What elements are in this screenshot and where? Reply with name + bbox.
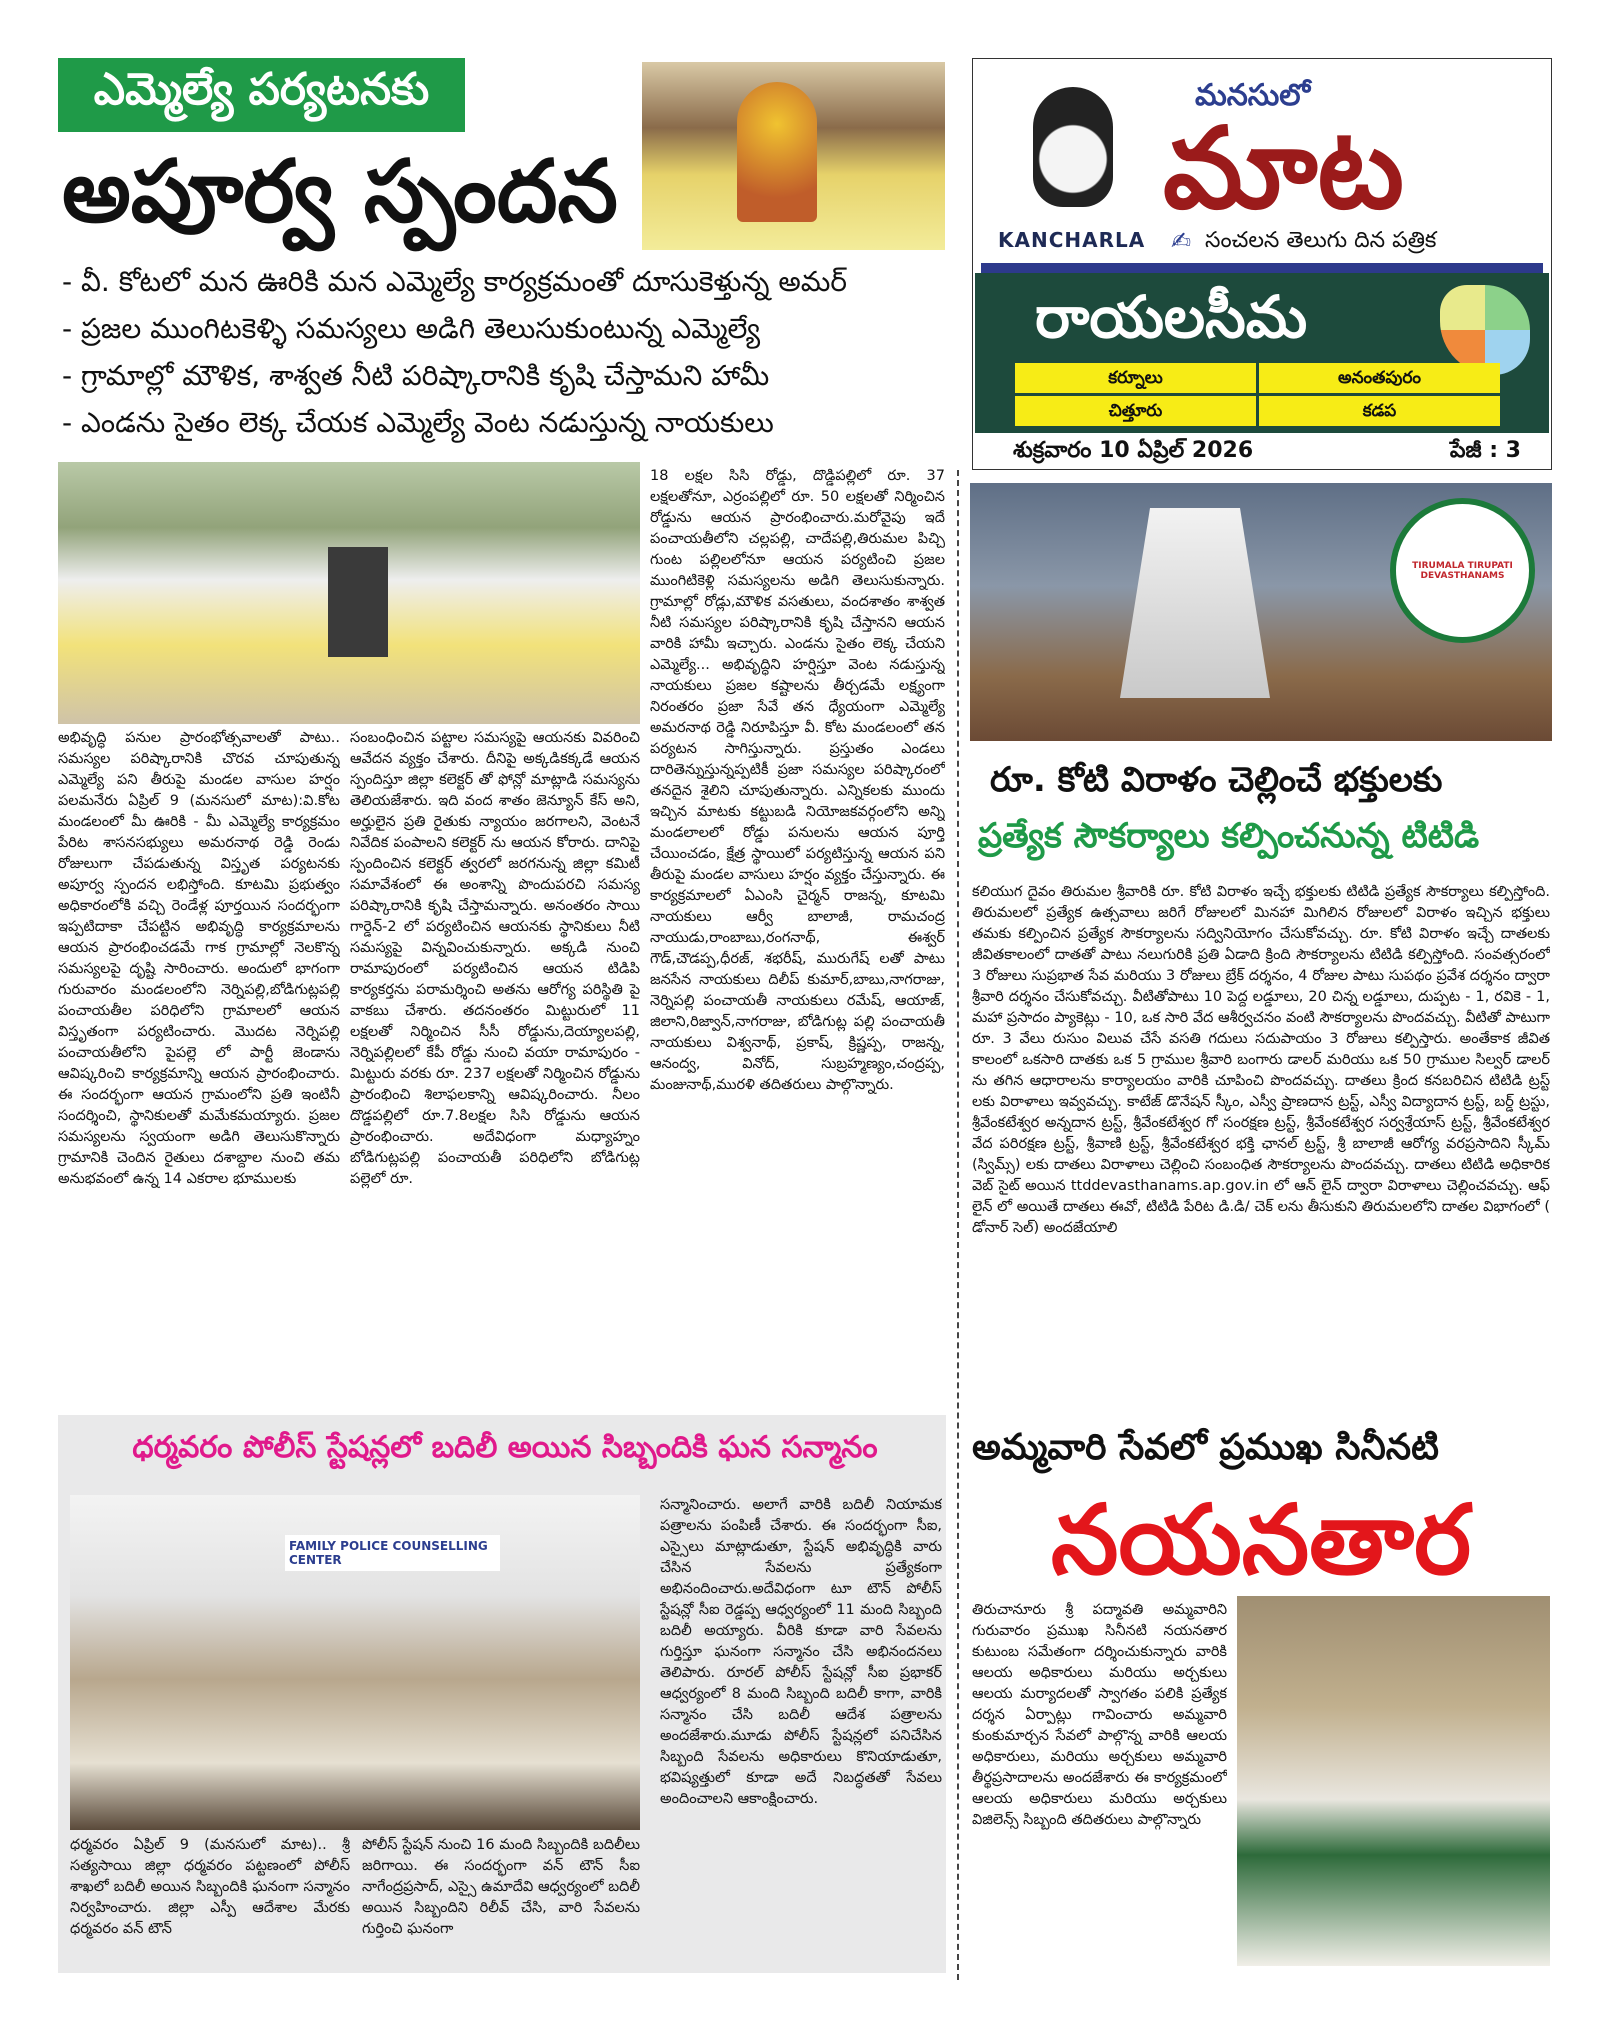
- police-felicitation-photo: [70, 1495, 640, 1830]
- founder-portrait: [1033, 87, 1113, 207]
- police-body-col3: సన్మానించారు. అలాగే వారికి బదిలీ నియామక పత్రాలను పంపిణీ చేశారు. ఈ సందర్భంగా సీఐ, ఎస్సైలు మాట్లాడుతూ, స్టేషన్ అభివృద్ధికి వారు చేసిన సేవలను ప్రత్యేకంగా అభినందించారు.అదేవిధంగా టూ టౌన్ పోలీస్ స్టేషన్లో సీఐ రెడ్డప్ప ఆధ్వర్యంలో 11 మంది సిబ్బంది బదిలీ అయ్యారు. వీరికి కూడా వారి సేవలను గుర్తిస్తూ ఘనంగా సన్మానం చేసి అభినందనలు తెలిపారు. రూరల్ పోలీస్ స్టేషన్లో సీఐ ప్రభాకర్ ఆధ్వర్యంలో 8 మంది సిబ్బంది బదిలీ కాగా, వారికి సన్మానం చేసి బదిలీ ఆదేశ పత్రాలను అందజేశారు.మూడు పోలీస్ స్టేషన్లలో పనిచేసిన సిబ్బంది సేవలను అధికారులు కొనియాడుతూ, భవిష్యత్తులో కూడా అదే నిబద్ధతతో సేవలు అందించాలని ఆకాంక్షించారు.: [660, 1497, 942, 1807]
- masthead-bar: [981, 263, 1543, 273]
- district-grid: [1015, 363, 1500, 426]
- ttd-body: కలియుగ దైవం తిరుమల శ్రీవారికి రూ. కోటి విరాళం ఇచ్చే భక్తులకు టిటిడి ప్రత్యేక సౌకర్యాలు కల్పిస్తోంది. తిరుమలలో ప్రత్యేక ఉత్సవాలు జరిగే రోజులలో మినహా మిగిలిన రోజులలో విరాళం ఇచ్చిన భక్తులు తమకు కల్పించిన ప్రత్యేక సౌకర్యాలను సద్వినియోగం చేసుకోవచ్చు. రూ. కోటి విరాళం ఇచ్చే దాతలకు జీవితకాలంలో దాతతో పాటు నలుగురికి ప్రతి ఏడాది క్రింది సౌకర్యాలను టిటిడి కల్పిస్తోంది. సంవత్సరంలో 3 రోజులు సుప్రభాత సేవ మరియు 3 రోజులు బ్రేక్ దర్శనం, 4 రోజుల పాటు సుపథం ప్రవేశ దర్శనం ద్వారా శ్రీవారి దర్శనం చేసుకోవచ్చు. వీటితోపాటు 10 పెద్ద లడ్డూలు, 20 చిన్న లడ్డూలు, దుప్పట - 1, రవికె - 1, మహా ప్రసాదం ప్యాకెట్లు - 10, ఒక సారి వేద ఆశీర్వచనం వంటి సౌకర్యాలను పొందవచ్చు. వీటితో పాటుగా రూ. 3 వేలు రుసుం విలువ చేసే వసతి గదులు సదుపాయం 3 రోజులు కల్పిస్తారు. అంతేకాక జీవిత కాలంలో ఒకసారి దాతకు ఒక 5 గ్రాముల శ్రీవారి బంగారు డాలర్ మరియు ఒక 50 గ్రాముల సిల్వర్ డాలర్ ను తగిన ఆధారాలను కార్యాలయం వారికి చూపించి పొందవచ్చు. దాతలు క్రింద కనబరిచిన టిటిడి ట్రస్ట్ లకు విరాళాలు ఇవ్వవచ్చు. కాటేజ్ డొనేషన్ స్కీం, ఎస్వీ ప్రాణదాన ట్రస్ట్, ఎస్వీ విద్యాదాన ట్రస్ట్, బర్డ్ ట్రస్టు, శ్రీవేంకటేశ్వర అన్నదాన ట్రస్ట్, శ్రీవేంకటేశ్వర గో సంరక్షణ ట్రస్ట్, శ్రీవేంకటేశ్వర సర్వశ్రేయాస్ ట్రస్ట్, శ్రీవేంకటేశ్వర వేద పరిరక్షణ ట్రస్ట్, శ్రీవాణి ట్రస్ట్, శ్రీవేంకటేశ్వర భక్తి ఛానల్ ట్రస్ట్, శ్రీ బాలాజీ ఆరోగ్య వరప్రసాదిని స్కీమ్ (స్విమ్స్) లకు దాతలు విరాళాలు చెల్లించి సంబంధిత సౌకర్యాలను పొందవచ్చు. దాతలు టిటిడి అధికారిక వెబ్ సైట్ అయిన ttddevasthanams.ap.gov.in లో ఆన్ లైన్ ద్వారా విరాళాలు చెల్లించవచ్చు. ఆఫ్ లైన్ లో అయితే దాతలు ఈవో, టిటిడి పేరిట డి.డి/ చెక్ లను తీసుకుని తిరుమలలోని దాతల విభాగంలో ( డోనార్ సెల్) అందజేయాలి: [972, 884, 1550, 1236]
- district-chittoor: చిత్తూరు: [1015, 396, 1256, 426]
- rayalaseema-map-icon: [1440, 285, 1530, 375]
- edition-panel: [975, 273, 1549, 433]
- highlight-item: - ఎండను సైతం లెక్క చేయక ఎమ్మెల్యే వెంట నడుస్తున్న నాయకులు: [62, 406, 774, 439]
- brand-logo: మాట: [1163, 104, 1404, 234]
- lead-top-photo: [642, 62, 945, 250]
- police-body-col1: ధర్మవరం ఏప్రిల్ 9 (మనసులో మాట).. శ్రీ సత్యసాయి జిల్లా ధర్మవరం పట్టణంలో పోలీస్ శాఖలో బదిలీ అయిన సిబ్బందికి ఘనంగా సన్మానం నిర్వహించారు. జిల్లా ఎస్పీ ఆదేశాల మేరకు ధర్మవరం వన్ టౌన్: [70, 1837, 350, 1937]
- police-body-col2: పోలీస్ స్టేషన్ నుంచి 16 మంది సిబ్బందికి బదిలీలు జరిగాయి. ఈ సందర్భంగా వన్ టౌన్ సీఐ నాగేంద్రప్రసాద్, ఎస్సై ఉమాదేవి ఆధ్వర్యంలో బదిలీ అయిన సిబ్బందిని రిలీవ్ చేసి, వారి సేవలను గుర్తించి ఘనంగా: [362, 1837, 640, 1937]
- ttd-logo: [1390, 498, 1535, 643]
- lead-headline: అపూర్వ స్పందన: [62, 142, 618, 242]
- lead-main-photo: [58, 462, 640, 724]
- lead-body-col2: సంబంధించిన పట్టాల సమస్యపై ఆయనకు వివరించి ఆవేదన వ్యక్తం చేశారు. దీనిపై అక్కడికక్కడే ఆయన స్పందిస్తూ జిల్లా కలెక్టర్ తో ఫోన్లో మాట్లాడి సమస్యను తెలియజేశారు. ఇది వంద శాతం జెన్యూన్ కేస్ అని, అర్హులైన ప్రతి రైతుకు న్యాయం జరగాలని, వెంటనే నివేదిక పంపాలని కలెక్టర్ ను ఆయన కోరారు. దానిపై స్పందించిన కలెక్టర్ త్వరలో జరగనున్న జిల్లా కమిటీ సమావేశంలో ఈ అంశాన్ని పొందుపరచి సమస్య పరిష్కారానికి కృషి చేస్తామన్నారు. అనంతరం సాయి గార్డెన్-2 లో పర్యటించిన ఆయనకు స్థానికులు నీటి సమస్యపై విన్నవించుకున్నారు. అక్కడి నుంచి రామాపురంలో పర్యటించిన ఆయన టిడిపి కార్యకర్తను పరామర్శించి అతను ఆరోగ్య పరిస్థితి పై వాకబు చేశారు. తదనంతరం మిట్టురులో 11 లక్షలతో నిర్మించిన సీసీ రోడ్డును,దెయ్యాలపల్లి, నెర్నిపల్లిలలో కేపీ రోడ్డు నుంచి వయా రామాపురం - మిట్టురు వరకు రూ. 237 లక్షలతో నిర్మించిన రోడ్డును ప్రారంభించి శిలాఫలకాన్ని ఆవిష్కరించారు. నీలం దొడ్డపల్లిలో రూ.7.8లక్షల సిసి రోడ్డును ఆయన ప్రారంభించారు. అదేవిధంగా మధ్యాహ్నం బోడిగుట్లపల్లి పంచాయతీ పరిధిలోని బోడిగుట్ల పల్లెలో రూ.: [350, 730, 640, 1187]
- ttd-headline-2: ప్రత్యేక సౌకర్యాలు కల్పించనున్న టిటిడి: [978, 816, 1480, 856]
- brand-small: మనసులో: [1195, 78, 1311, 113]
- photo-banner: FAMILY POLICE COUNSELLING CENTER: [285, 1535, 500, 1571]
- masthead: [972, 58, 1552, 470]
- ttd-headline-1: రూ. కోటి విరాళం చెల్లించే భక్తులకు: [990, 760, 1443, 800]
- issue-date: శుక్రవారం 10 ఏప్రిల్ 2026: [1013, 438, 1254, 463]
- actress-name: నయనతార: [1050, 1484, 1472, 1596]
- actress-temple-photo: [1237, 1596, 1550, 1966]
- highlight-item: - ప్రజల ముంగిటకెళ్ళి సమస్యలు అడిగి తెలుసుకుంటున్న ఎమ్మెల్యే: [62, 312, 761, 345]
- lead-body-col3: 18 లక్షల సిసి రోడ్డు, దొడ్డిపల్లిలో రూ. 37 లక్షలతోనూ, ఎర్రంపల్లిలో రూ. 50 లక్షలతో నిర్మించిన రోడ్డును ఆయన ప్రారంభించారు.మరోవైపు ఇదే పంచాయతీలోని చల్లపల్లి, చాదేపల్లి,తిరుమల పిచ్చి గుంట పల్లిలలోనూ ఆయన పర్యటించి ప్రజల ముంగిటికెళ్లి సమస్యలను అడిగి తెలుసుకున్నారు. గ్రామాల్లో రోడ్లు,మౌళిక వసతులు, వందశాతం శాశ్వత నీటి సమస్యల పరిష్కారానికి కృషి చేస్తానని ఆయన వారికి హామీ ఇచ్చారు. ఎండను సైతం లెక్క చేయని ఎమ్మెల్యే... అభివృద్ధిని హర్షిస్తూ వెంట నడుస్తున్న నాయకులు ప్రజల కష్టాలను తీర్చడమే లక్ష్యంగా నిరంతరం ప్రజా సేవే తన ధ్యేయంగా ఎమ్మెల్యే అమరనాథ రెడ్డి నిరూపిస్తూ వీ. కోట మండలంలో తన పర్యటన సాగిస్తున్నారు. ప్రస్తుతం ఎండలు దారితెన్నుస్తున్నప్పటికీ ప్రజా సమస్యల పరిష్కారంలో తనదైన శైలిని చూపుతున్నారు. ఎన్నికలకు ముందు ఇచ్చిన మాటకు కట్టుబడి నియోజకవర్గంలోని అన్ని మండలాలలో రోడ్డు పనులను ఆయన పూర్తి చేయించడం, క్షేత్ర స్థాయిలో పర్యటిస్తున్న ఆయన పని తీరుపై మండల వాసులు హర్షం వ్యక్తం చేస్తున్నారు. ఈ కార్యక్రమాలలో ఏఎంసి చైర్మన్ రాజన్న, కూటమి నాయకులు ఆర్వీ బాలాజీ, రామచంద్ర నాయుడు,రాంబాబు,రంగనాథ్, ఈశ్వర్ గౌడ్,చౌడప్ప,ధీరజ్, శభరీష్, మురుగేష్ లతో పాటు జనసేన నాయకులు దిలీప్ కుమార్,బాబు,నాగరాజు, నెర్నిపల్లి పంచాయతీ నాయకులు రమేష్, ఆయాజ్, జిలాని,రిజ్వాన్,నాగరాజు, బోడిగుట్ల పల్లి పంచాయతీ నాయకులు విశ్వనాథ్, ప్రకాష్, క్రిష్ణప్ప, రాజన్న, ఆనంద్వ, వినోద్, సుబ్రహ్మణ్యం,చంద్రప్ప, మంజునాథ్,మురళి తదితరులు పాల్గొన్నారు.: [650, 468, 945, 1093]
- actress-body: తిరుచానూరు శ్రీ పద్మావతి అమ్మవారిని గురువారం ప్రముఖ సినీనటి నయనతార కుటుంబ సమేతంగా దర్శించుకున్నారు వారికి ఆలయ అధికారులు మరియు అర్చకులు ఆలయ మర్యాదలతో స్వాగతం పలికి ప్రత్యేక దర్శన ఏర్పాట్లు గావించారు అమ్మవారి కుంకుమార్చన సేవలో పాల్గొన్న వారికి ఆలయ అధికారులు, మరియు అర్చకులు అమ్మవారి తీర్థప్రసాదాలను అందజేశారు ఈ కార్యక్రమంలో ఆలయ అధికారులు మరియు అర్చకులు విజిలెన్స్ సిబ్బంది తదితరులు పాల్గొన్నారు: [972, 1602, 1227, 1828]
- district-kurnool: కర్నూలు: [1015, 363, 1256, 393]
- district-kadapa: కడప: [1259, 396, 1500, 426]
- page-number: పేజీ : 3: [1449, 438, 1521, 463]
- founder-name: KANCHARLA: [998, 228, 1146, 252]
- lead-highlights: [62, 258, 942, 446]
- highlight-item: - గ్రామాల్లో మౌళిక, శాశ్వత నీటి పరిష్కారానికి కృషి చేస్తామని హామీ: [62, 359, 770, 392]
- ttd-logo-text: TIRUMALA TIRUPATI DEVASTHANAMS: [1412, 560, 1513, 581]
- district-anantapur: అనంతపురం: [1259, 363, 1500, 393]
- police-headline: ధర్మవరం పోలీస్ స్టేషన్లలో బదిలీ అయిన సిబ్బందికి ఘన సన్మానం: [132, 1430, 878, 1465]
- pen-icon: ✍: [1171, 227, 1192, 255]
- lead-kicker: ఎమ్మెల్యే పర్యటనకు: [58, 58, 465, 132]
- lead-body-col1: అభివృద్ధి పనుల ప్రారంభోత్సవాలతో పాటు.. సమస్యల పరిష్కారానికి చొరవ చూపుతున్న ఎమ్మెల్యే పని తీరుపై మండల వాసుల హర్షం పలమనేరు ఏప్రిల్ 9 (మనసులో మాట):వి.కోట మండలంలో మీ ఊరికి - మీ ఎమ్మెల్యే కార్యక్రమం పేరిట శాసనసభ్యులు అమరనాథ రెడ్డి రెండు రోజులుగా చేపడుతున్న విస్తృత పర్యటనకు అపూర్వ స్పందన లభిస్తోంది. కూటమి ప్రభుత్వం అధికారంలోకి వచ్చి రెండేళ్ల పూర్తయిన సందర్భంగా ఇప్పటిదాకా చేపట్టిన అభివృద్ధి కార్యక్రమాలను ఆయన ప్రారంభించడమే గాక గ్రామాల్లో నెలకొన్న సమస్యలపై దృష్టి సారించారు. అందులో భాగంగా గురువారం మండలంలోని నెర్నిపల్లి,బోడిగుట్లపల్లి పంచాయతీల పరిధిలోని గ్రామాలలో ఆయన విస్తృతంగా పర్యటించారు. మొదట నెర్నిపల్లి పంచాయతీలోని పైపల్లె లో పార్టీ జెండాను ఆవిష్కరించి కార్యక్రమాన్ని ఆయన ప్రారంభించారు. ఈ సందర్భంగా ఆయన గ్రామంలోని ప్రతి ఇంటినీ సందర్శించి, స్థానికులతో మమేకమయ్యారు. ప్రజల సమస్యలను స్వయంగా అడిగి తెలుసుకొన్నారు గ్రామానికి చెందిన రైతులు దశాబ్దాల నుంచి తమ అనుభవంలో ఉన్న 14 ఎకరాల భూములకు: [58, 730, 340, 1187]
- tirumala-temple-photo: [970, 483, 1552, 741]
- tagline: సంచలన తెలుగు దిన పత్రిక: [1205, 228, 1437, 253]
- highlight-item: - వీ. కోటలో మన ఊరికి మన ఎమ్మెల్యే కార్యక్రమంతో దూసుకెళ్తున్న అమర్: [62, 265, 847, 298]
- column-divider: [957, 470, 959, 1980]
- actress-kicker: అమ్మవారి సేవలో ప్రముఖ సినీనటి: [972, 1427, 1439, 1468]
- edition-title: రాయలసీమ: [1035, 283, 1308, 351]
